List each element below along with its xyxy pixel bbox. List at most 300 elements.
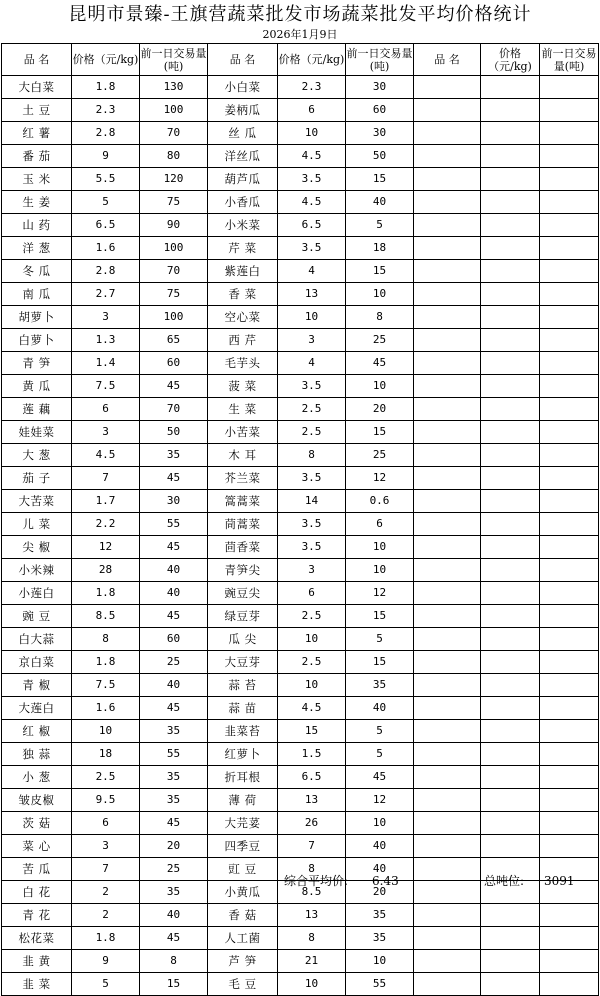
item-name: 生 姜 <box>2 191 72 214</box>
item-price: 2.3 <box>278 76 346 99</box>
table-row <box>2 628 599 651</box>
item-volume <box>540 467 599 490</box>
item-volume: 50 <box>140 421 208 444</box>
item-name: 儿 菜 <box>2 513 72 536</box>
item-price: 4.5 <box>278 697 346 720</box>
item-price: 1.8 <box>72 651 140 674</box>
item-price: 5.5 <box>72 168 140 191</box>
item-volume: 75 <box>140 283 208 306</box>
table-row <box>2 697 599 720</box>
item-volume <box>540 927 599 950</box>
item-name: 小黄瓜 <box>208 881 278 904</box>
item-price: 9.5 <box>72 789 140 812</box>
item-name: 洋 葱 <box>2 237 72 260</box>
item-name: 小米辣 <box>2 559 72 582</box>
page-title: 昆明市景臻-王旗营蔬菜批发市场蔬菜批发平均价格统计 <box>68 4 532 25</box>
total-tonnage-label: 总吨位: <box>484 874 525 888</box>
item-name <box>414 122 481 145</box>
item-volume: 90 <box>140 214 208 237</box>
table-row <box>2 122 599 145</box>
item-price <box>481 260 540 283</box>
item-volume: 50 <box>346 145 414 168</box>
item-price: 4.5 <box>72 444 140 467</box>
item-name <box>414 467 481 490</box>
item-price <box>481 122 540 145</box>
item-volume: 12 <box>346 582 414 605</box>
item-price <box>481 904 540 927</box>
item-price: 8 <box>278 927 346 950</box>
item-volume <box>540 352 599 375</box>
item-price: 3 <box>72 306 140 329</box>
item-volume: 35 <box>346 674 414 697</box>
item-name: 白萝卜 <box>2 329 72 352</box>
item-name: 毛芋头 <box>208 352 278 375</box>
item-name: 豇 豆 <box>208 858 278 881</box>
item-price: 15 <box>278 720 346 743</box>
item-name: 瓜 尖 <box>208 628 278 651</box>
item-volume: 18 <box>346 237 414 260</box>
item-name: 茨 菇 <box>2 812 72 835</box>
item-price: 3 <box>278 329 346 352</box>
item-name <box>414 214 481 237</box>
item-price: 10 <box>72 720 140 743</box>
table-row <box>2 76 599 99</box>
item-volume: 45 <box>140 536 208 559</box>
item-volume: 35 <box>346 904 414 927</box>
item-price: 6.5 <box>278 766 346 789</box>
item-name: 茴香菜 <box>208 536 278 559</box>
header-name: 品 名 <box>208 44 278 76</box>
table-row <box>2 973 599 996</box>
item-price: 1.8 <box>72 927 140 950</box>
item-volume: 25 <box>346 444 414 467</box>
table-row <box>2 260 599 283</box>
average-price-value: 6.43 <box>372 874 399 888</box>
item-name: 大豆芽 <box>208 651 278 674</box>
item-price: 2 <box>72 881 140 904</box>
item-volume <box>540 835 599 858</box>
header-price: 价格（元/kg) <box>278 44 346 76</box>
item-name: 山 药 <box>2 214 72 237</box>
table-row <box>2 904 599 927</box>
item-name <box>414 375 481 398</box>
item-price: 1.6 <box>72 237 140 260</box>
item-volume <box>540 168 599 191</box>
item-name: 大白菜 <box>2 76 72 99</box>
header-volume: 前一日交易量(吨) <box>346 44 414 76</box>
item-volume: 35 <box>140 444 208 467</box>
item-name: 菠 菜 <box>208 375 278 398</box>
table-row <box>2 421 599 444</box>
item-price: 3.5 <box>278 536 346 559</box>
item-price <box>481 398 540 421</box>
item-name: 四季豆 <box>208 835 278 858</box>
item-name: 西 芹 <box>208 329 278 352</box>
item-name <box>414 789 481 812</box>
item-price: 4 <box>278 260 346 283</box>
item-volume <box>540 697 599 720</box>
table-header-row <box>2 44 599 76</box>
item-price: 7 <box>278 835 346 858</box>
item-name <box>414 191 481 214</box>
item-name: 芥兰菜 <box>208 467 278 490</box>
item-name: 青 花 <box>2 904 72 927</box>
item-name: 小莲白 <box>2 582 72 605</box>
item-volume: 40 <box>346 835 414 858</box>
item-name: 茼蒿菜 <box>208 513 278 536</box>
item-name: 小香瓜 <box>208 191 278 214</box>
item-volume: 5 <box>346 214 414 237</box>
item-name: 独 蒜 <box>2 743 72 766</box>
item-volume: 55 <box>140 513 208 536</box>
table-row <box>2 444 599 467</box>
item-price: 6.5 <box>72 214 140 237</box>
table-row <box>2 214 599 237</box>
item-name: 葫芦瓜 <box>208 168 278 191</box>
table-row <box>2 283 599 306</box>
item-name <box>414 306 481 329</box>
item-name: 芹 菜 <box>208 237 278 260</box>
item-price: 2.5 <box>278 651 346 674</box>
item-volume: 40 <box>140 904 208 927</box>
item-volume: 0.6 <box>346 490 414 513</box>
item-name <box>414 651 481 674</box>
table-row <box>2 950 599 973</box>
item-volume <box>540 766 599 789</box>
item-volume: 15 <box>346 168 414 191</box>
item-volume <box>540 536 599 559</box>
item-volume: 80 <box>140 145 208 168</box>
item-price: 8 <box>278 858 346 881</box>
table-row <box>2 168 599 191</box>
header-price: 价格（元/kg) <box>481 44 540 76</box>
item-price: 6 <box>72 812 140 835</box>
item-price: 1.5 <box>278 743 346 766</box>
item-name: 香 菇 <box>208 904 278 927</box>
item-price <box>481 766 540 789</box>
item-price <box>481 812 540 835</box>
item-volume: 30 <box>140 490 208 513</box>
item-volume <box>540 720 599 743</box>
item-name: 菜 心 <box>2 835 72 858</box>
item-volume: 60 <box>140 352 208 375</box>
item-name: 豌豆尖 <box>208 582 278 605</box>
item-price <box>481 375 540 398</box>
item-volume <box>540 674 599 697</box>
item-price: 2.3 <box>72 99 140 122</box>
item-price: 1.3 <box>72 329 140 352</box>
item-name: 白 花 <box>2 881 72 904</box>
item-price <box>481 168 540 191</box>
table-row <box>2 812 599 835</box>
item-name <box>414 168 481 191</box>
item-price: 2.5 <box>278 605 346 628</box>
item-name: 毛 豆 <box>208 973 278 996</box>
item-price <box>481 237 540 260</box>
item-price: 28 <box>72 559 140 582</box>
item-price <box>481 421 540 444</box>
item-name: 香 菜 <box>208 283 278 306</box>
item-price <box>481 99 540 122</box>
item-name <box>414 835 481 858</box>
item-price: 1.8 <box>72 76 140 99</box>
table-row <box>2 743 599 766</box>
item-price: 5 <box>72 973 140 996</box>
item-name <box>414 720 481 743</box>
item-volume <box>540 398 599 421</box>
item-volume: 12 <box>346 467 414 490</box>
item-name: 皱皮椒 <box>2 789 72 812</box>
item-volume <box>540 605 599 628</box>
item-name: 木 耳 <box>208 444 278 467</box>
item-volume: 60 <box>140 628 208 651</box>
item-name: 青笋尖 <box>208 559 278 582</box>
item-name: 黄 瓜 <box>2 375 72 398</box>
item-price: 6 <box>278 99 346 122</box>
item-price <box>481 145 540 168</box>
item-volume: 35 <box>140 789 208 812</box>
item-volume: 5 <box>346 628 414 651</box>
item-price: 2.8 <box>72 122 140 145</box>
item-price: 10 <box>278 674 346 697</box>
item-volume <box>540 950 599 973</box>
item-price: 26 <box>278 812 346 835</box>
item-price <box>481 467 540 490</box>
item-volume: 8 <box>140 950 208 973</box>
item-volume: 10 <box>346 812 414 835</box>
item-volume <box>540 904 599 927</box>
item-price: 4.5 <box>278 191 346 214</box>
table-row <box>2 352 599 375</box>
item-volume <box>540 559 599 582</box>
item-name: 红 椒 <box>2 720 72 743</box>
item-name: 韭 菜 <box>2 973 72 996</box>
item-volume <box>540 375 599 398</box>
item-name <box>414 697 481 720</box>
item-name <box>414 812 481 835</box>
item-name <box>414 398 481 421</box>
item-name <box>414 904 481 927</box>
item-price: 8.5 <box>72 605 140 628</box>
item-price: 9 <box>72 950 140 973</box>
item-name <box>414 490 481 513</box>
item-volume <box>540 214 599 237</box>
item-name: 娃娃菜 <box>2 421 72 444</box>
item-volume: 55 <box>346 973 414 996</box>
item-name: 韭 黄 <box>2 950 72 973</box>
item-name <box>414 628 481 651</box>
item-name <box>414 444 481 467</box>
item-volume <box>540 329 599 352</box>
item-name: 番 茄 <box>2 145 72 168</box>
table-row <box>2 766 599 789</box>
item-volume: 45 <box>140 812 208 835</box>
table-row <box>2 375 599 398</box>
table-row <box>2 306 599 329</box>
header-name: 品 名 <box>2 44 72 76</box>
item-volume <box>540 513 599 536</box>
item-price: 13 <box>278 904 346 927</box>
item-volume: 70 <box>140 260 208 283</box>
item-volume: 65 <box>140 329 208 352</box>
item-price: 12 <box>72 536 140 559</box>
item-price <box>481 697 540 720</box>
item-name <box>414 927 481 950</box>
item-price: 3.5 <box>278 375 346 398</box>
table-row <box>2 651 599 674</box>
table-row <box>2 191 599 214</box>
item-volume <box>540 237 599 260</box>
item-volume: 55 <box>140 743 208 766</box>
item-volume <box>540 306 599 329</box>
item-volume <box>540 812 599 835</box>
item-price: 2 <box>72 904 140 927</box>
item-volume: 25 <box>140 651 208 674</box>
item-price: 13 <box>278 789 346 812</box>
item-name: 大 葱 <box>2 444 72 467</box>
item-volume <box>540 99 599 122</box>
item-volume: 10 <box>346 283 414 306</box>
item-price: 1.8 <box>72 582 140 605</box>
item-volume: 15 <box>346 260 414 283</box>
item-price: 2.5 <box>72 766 140 789</box>
item-name <box>414 99 481 122</box>
item-volume: 20 <box>346 881 414 904</box>
table-row <box>2 789 599 812</box>
item-volume: 130 <box>140 76 208 99</box>
item-name: 篙蒿菜 <box>208 490 278 513</box>
item-volume: 15 <box>346 421 414 444</box>
item-name: 青 椒 <box>2 674 72 697</box>
item-name: 蒜 苔 <box>208 674 278 697</box>
item-volume: 5 <box>346 720 414 743</box>
item-volume <box>540 283 599 306</box>
report-date: 2026年1月9日 <box>262 28 338 41</box>
header-name: 品 名 <box>414 44 481 76</box>
item-price <box>481 674 540 697</box>
item-volume: 40 <box>140 559 208 582</box>
item-price: 4.5 <box>278 145 346 168</box>
item-name: 小苦菜 <box>208 421 278 444</box>
item-volume: 15 <box>140 973 208 996</box>
item-volume: 100 <box>140 237 208 260</box>
table-row <box>2 536 599 559</box>
item-volume: 10 <box>346 536 414 559</box>
item-volume: 15 <box>346 651 414 674</box>
item-price <box>481 76 540 99</box>
header-volume: 前一日交易量(吨) <box>140 44 208 76</box>
item-price: 3.5 <box>278 467 346 490</box>
item-price: 10 <box>278 122 346 145</box>
item-name <box>414 766 481 789</box>
item-name: 苦 瓜 <box>2 858 72 881</box>
item-name: 洋丝瓜 <box>208 145 278 168</box>
item-price: 21 <box>278 950 346 973</box>
item-name: 胡萝卜 <box>2 306 72 329</box>
item-volume: 75 <box>140 191 208 214</box>
item-volume: 35 <box>346 927 414 950</box>
item-volume <box>540 122 599 145</box>
item-price: 3 <box>278 559 346 582</box>
table-row <box>2 398 599 421</box>
table-body <box>2 76 599 996</box>
item-price: 14 <box>278 490 346 513</box>
item-price: 10 <box>278 628 346 651</box>
item-price: 2.5 <box>278 398 346 421</box>
item-volume: 70 <box>140 122 208 145</box>
item-name: 空心菜 <box>208 306 278 329</box>
item-volume <box>540 789 599 812</box>
item-volume <box>540 421 599 444</box>
item-name <box>414 260 481 283</box>
item-price <box>481 789 540 812</box>
item-price <box>481 605 540 628</box>
item-price <box>481 214 540 237</box>
item-volume: 25 <box>346 329 414 352</box>
item-price: 13 <box>278 283 346 306</box>
item-volume: 10 <box>346 559 414 582</box>
item-volume <box>540 76 599 99</box>
item-price: 8 <box>278 444 346 467</box>
item-name <box>414 536 481 559</box>
item-price: 10 <box>278 973 346 996</box>
item-name: 大芫荽 <box>208 812 278 835</box>
item-volume: 25 <box>140 858 208 881</box>
item-name: 豌 豆 <box>2 605 72 628</box>
item-price: 7.5 <box>72 375 140 398</box>
item-volume: 12 <box>346 789 414 812</box>
item-name <box>414 283 481 306</box>
price-table <box>1 43 599 996</box>
item-volume: 60 <box>346 99 414 122</box>
item-price: 1.4 <box>72 352 140 375</box>
item-price: 10 <box>278 306 346 329</box>
item-name <box>414 559 481 582</box>
item-price: 7 <box>72 858 140 881</box>
item-name <box>414 858 481 881</box>
item-volume: 40 <box>140 674 208 697</box>
item-name: 小米菜 <box>208 214 278 237</box>
item-name: 南 瓜 <box>2 283 72 306</box>
item-name <box>414 329 481 352</box>
item-volume <box>540 973 599 996</box>
item-price <box>481 720 540 743</box>
item-name: 松花菜 <box>2 927 72 950</box>
item-volume: 45 <box>346 352 414 375</box>
item-price: 3 <box>72 835 140 858</box>
item-volume <box>540 582 599 605</box>
item-volume: 35 <box>140 720 208 743</box>
item-price: 4 <box>278 352 346 375</box>
item-name <box>414 237 481 260</box>
table-row <box>2 835 599 858</box>
item-price: 2.7 <box>72 283 140 306</box>
item-volume: 10 <box>346 950 414 973</box>
item-price <box>481 191 540 214</box>
item-price <box>481 582 540 605</box>
table-row <box>2 467 599 490</box>
item-price: 3.5 <box>278 513 346 536</box>
item-volume <box>540 490 599 513</box>
item-name: 芦 笋 <box>208 950 278 973</box>
item-name <box>414 421 481 444</box>
item-volume: 40 <box>140 582 208 605</box>
item-volume: 45 <box>140 467 208 490</box>
item-name: 大苦菜 <box>2 490 72 513</box>
header-volume: 前一日交易量(吨) <box>540 44 599 76</box>
item-price: 2.8 <box>72 260 140 283</box>
item-price <box>481 536 540 559</box>
